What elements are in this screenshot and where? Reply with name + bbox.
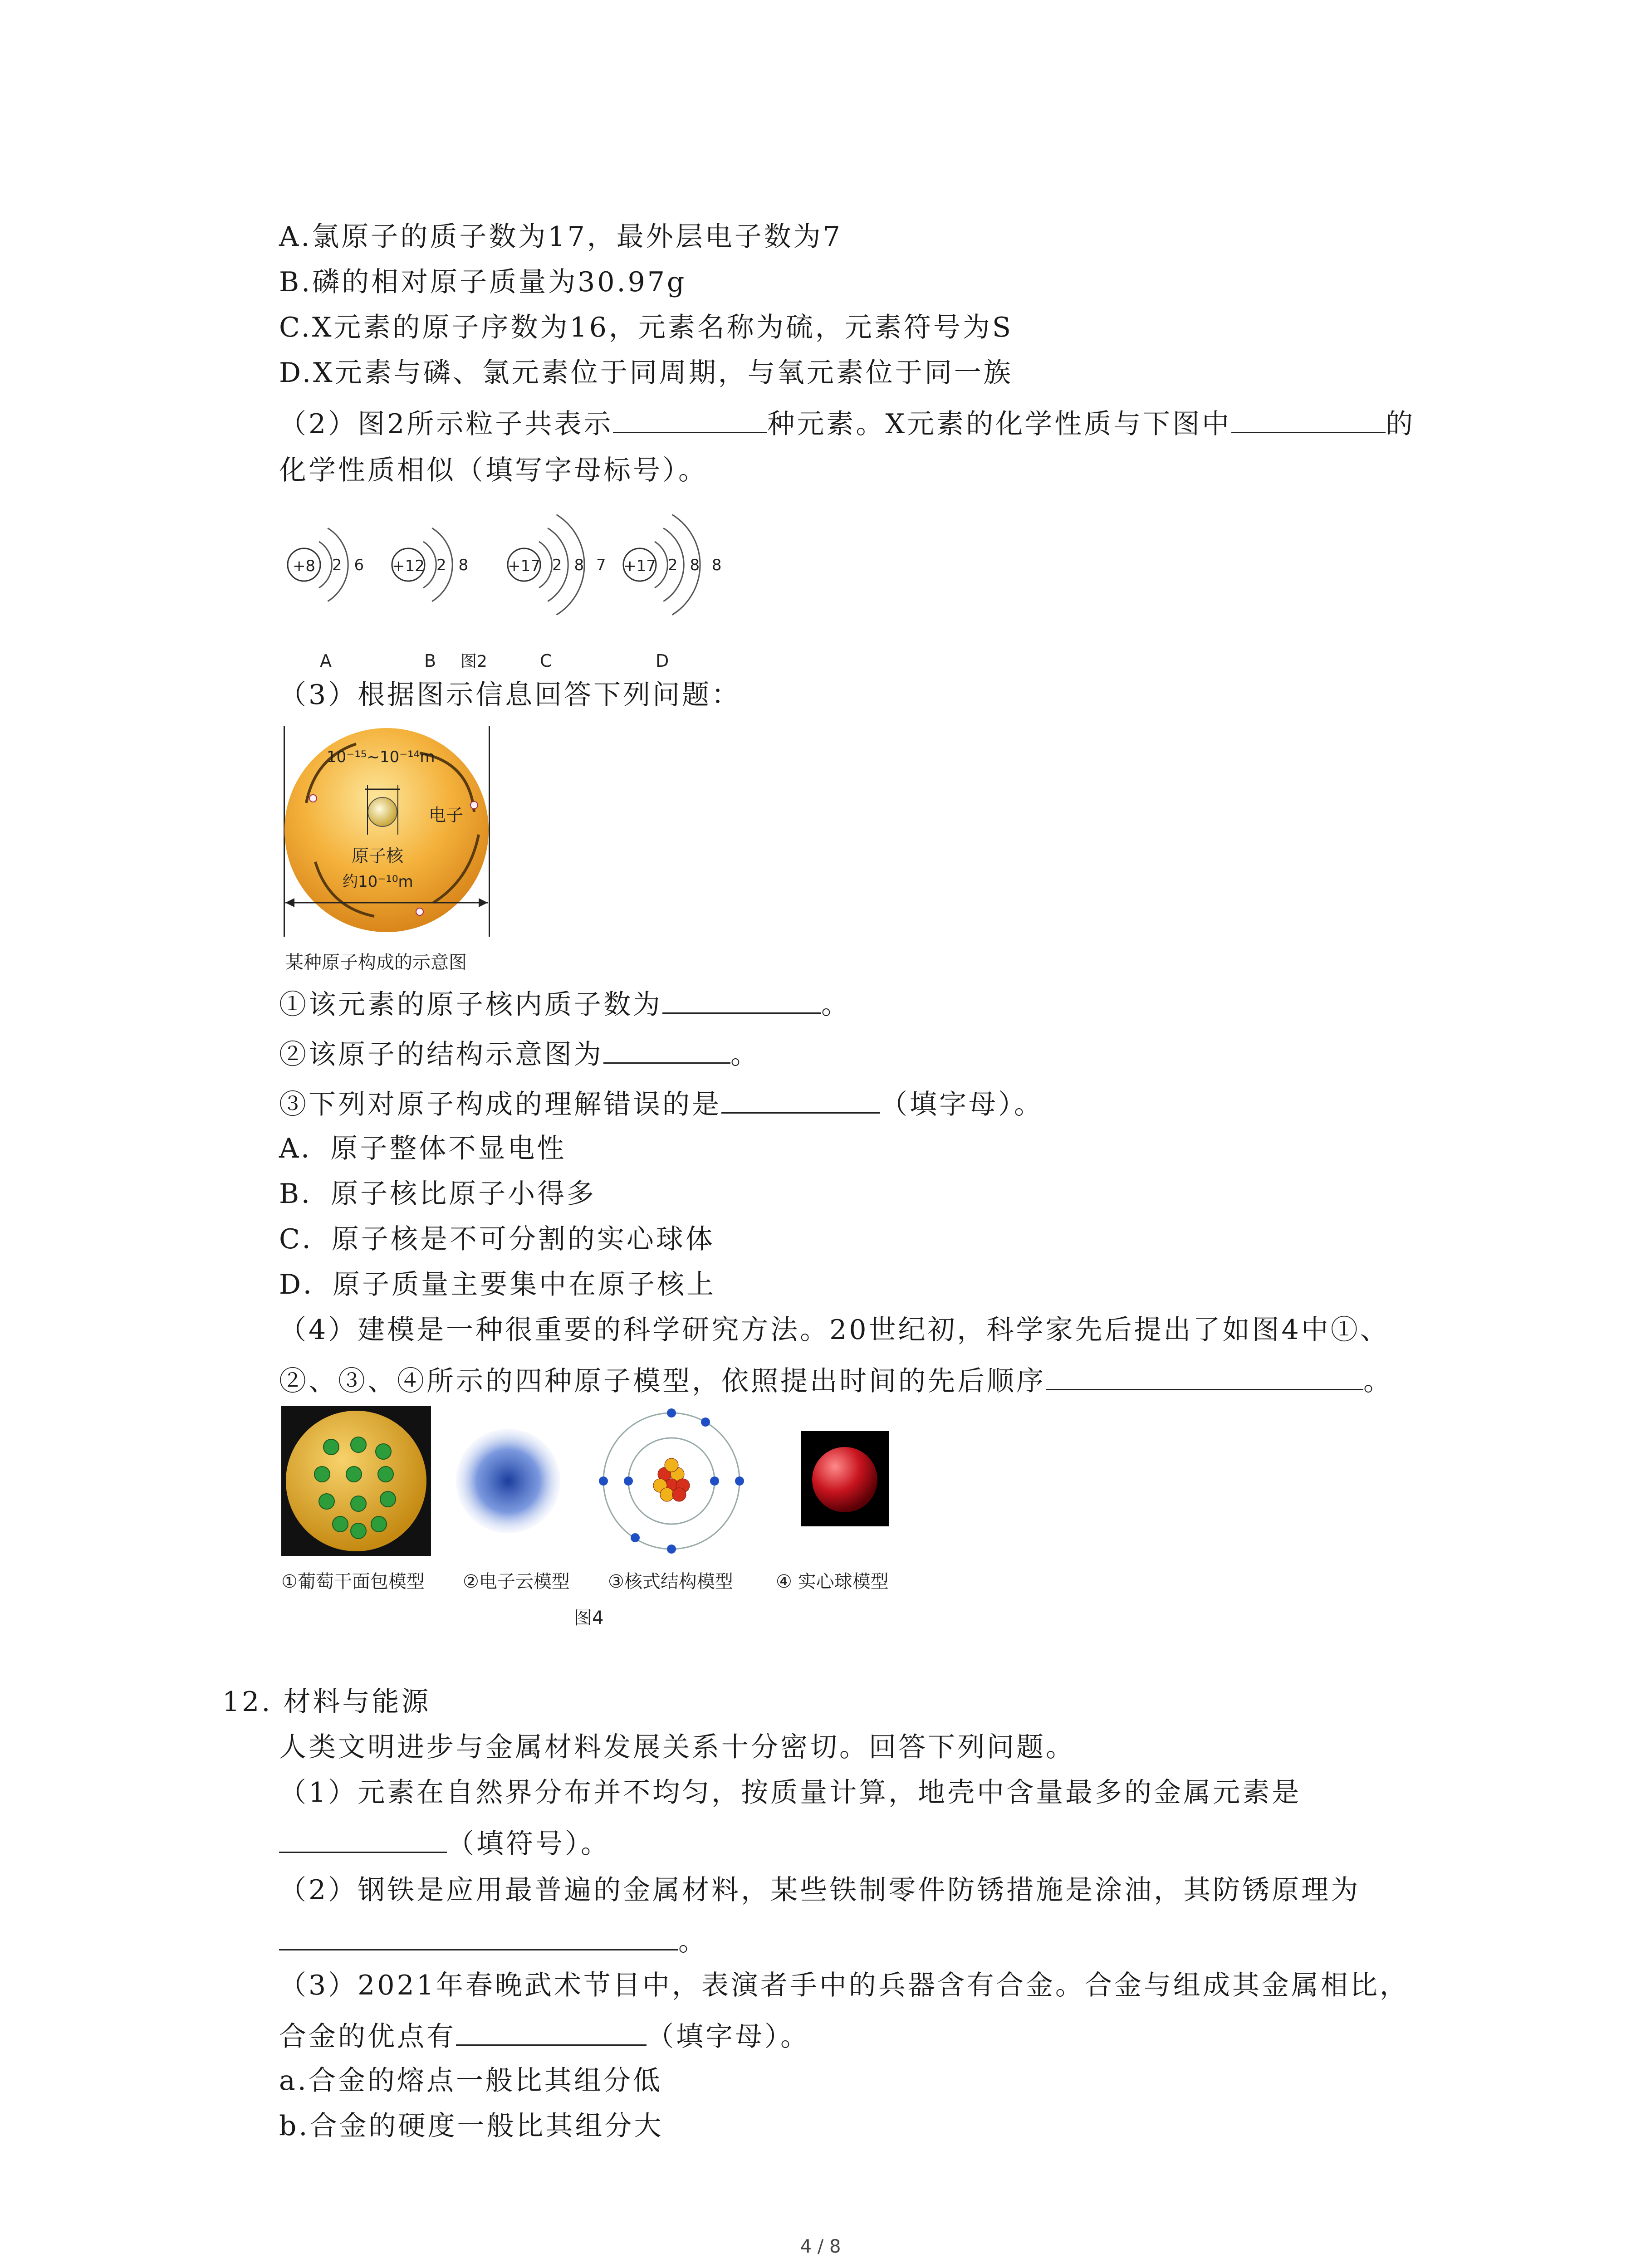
nuclear-model-nucleus <box>653 1458 690 1501</box>
q12-part2-line1: （2）钢铁是应用最普遍的金属材料，某些铁制零件防锈措施是涂油，其防锈原理为 <box>279 1874 1361 1906</box>
model-label-2: ②电子云模型 <box>463 1571 570 1592</box>
q2-text-3: 的 <box>1386 408 1416 440</box>
orbit-electron <box>710 1476 719 1486</box>
pudding-electron <box>333 1516 348 1532</box>
atom-top-label: 10⁻¹⁵~10⁻¹⁴m <box>327 748 435 766</box>
q12-option-b: b.合金的硬度一般比其组分大 <box>279 2110 664 2142</box>
atom-diagram-A <box>288 528 367 671</box>
q3-statement-1: ①该元素的原子核内质子数为 。 <box>279 984 851 1022</box>
atom-electron-label: 电子 <box>429 805 464 825</box>
q12-part1-line2: （填符号）。 <box>279 1823 610 1862</box>
pudding-electron <box>351 1496 366 1511</box>
q2-text-1: （2）图2所示粒子共表示 <box>279 408 613 440</box>
q12-part2-line2: 。 <box>279 1921 708 1959</box>
orbit-electron <box>631 1533 640 1542</box>
question-2-line1 <box>279 404 1415 442</box>
diagram-letter: D <box>656 651 669 671</box>
q3-option-c: C．原子核是不可分割的实心球体 <box>279 1223 715 1255</box>
orbit-electron <box>667 1545 676 1554</box>
atom-diagram-C <box>508 515 610 671</box>
q3-statement-3: ③下列对原子构成的理解错误的是 （填字母）。 <box>279 1084 1043 1122</box>
answer-blank-rust-principle[interactable] <box>279 1921 678 1950</box>
option-a: A.氯原子的质子数为17，最外层电子数为7 <box>279 221 843 253</box>
orbit-electron <box>624 1476 633 1486</box>
electron-dot-3 <box>416 908 423 915</box>
electron-cloud <box>456 1429 560 1533</box>
nucleon <box>672 1488 686 1501</box>
nucleus-charge: +17 <box>508 557 540 575</box>
diagram-letter: A <box>320 651 332 671</box>
electron-dot-2 <box>470 802 478 809</box>
electron-shell-counts: 2 8 7 <box>552 556 610 574</box>
answer-blank-alloy-advantage[interactable] <box>456 2016 647 2046</box>
atom-size-arrowhead-right <box>479 898 488 907</box>
pudding-electron <box>323 1439 339 1455</box>
atom-figure-frame-right <box>489 726 490 937</box>
pudding-electron <box>378 1466 393 1482</box>
solid-sphere <box>812 1447 877 1512</box>
atom-diagram-B <box>392 528 472 671</box>
question-2-line2: 化学性质相似（填写字母标号）。 <box>279 455 708 486</box>
nucleus-charge: +12 <box>392 557 425 575</box>
question-4-line1: （4）建模是一种很重要的科学研究方法。20世纪初，科学家先后提出了如图4中①、 <box>279 1314 1390 1346</box>
question-12-heading: 12. 材料与能源 <box>222 1686 431 1718</box>
option-b: B.磷的相对原子质量为30.97g <box>279 266 687 298</box>
question-4-line2: ②、③、④所示的四种原子模型，依照提出时间的先后顺序 。 <box>279 1361 1393 1399</box>
pudding-electron <box>351 1523 366 1539</box>
figure-4-atomic-models <box>272 1402 930 1628</box>
orbit-electron <box>667 1408 676 1418</box>
atom-diagram-D <box>623 515 725 671</box>
q12-option-a: a.合金的熔点一般比其组分低 <box>279 2065 662 2097</box>
pudding-electron <box>376 1444 391 1459</box>
orbit-electron <box>599 1476 608 1486</box>
figure-4-caption: 图4 <box>574 1608 604 1628</box>
answer-blank-q2-count[interactable] <box>613 404 767 433</box>
pudding-electron <box>319 1494 334 1509</box>
model-label-4: ④ 实心球模型 <box>776 1571 889 1592</box>
model-label-1: ①葡萄干面包模型 <box>281 1571 425 1592</box>
question-3-intro: （3）根据图示信息回答下列问题： <box>279 679 741 711</box>
electron-shell-counts: 2 8 8 <box>668 556 725 574</box>
diagram-letter: C <box>540 651 552 671</box>
q12-part3-line1: （3）2021年春晚武术节目中，表演者手中的兵器含有合金。合金与组成其金属相比， <box>279 1970 1409 2001</box>
q3-option-b: B．原子核比原子小得多 <box>279 1178 597 1210</box>
answer-blank-model-order[interactable] <box>1046 1361 1363 1390</box>
nucleon <box>665 1458 678 1472</box>
atom-structure-figure <box>279 726 515 980</box>
electron-shell-counts: 2 8 <box>436 556 472 574</box>
q3-option-d: D．原子质量主要集中在原子核上 <box>279 1269 716 1300</box>
answer-blank-structure[interactable] <box>603 1034 730 1064</box>
electron-shell-counts: 2 6 <box>332 556 368 574</box>
model-label-3: ③核式结构模型 <box>608 1571 733 1592</box>
atom-size-label: 约10⁻¹⁰m <box>343 873 413 891</box>
orbit-electron <box>735 1476 744 1486</box>
atom-nucleus-label: 原子核 <box>352 846 404 866</box>
orbit-electron <box>701 1418 710 1427</box>
q12-part1-line1: （1）元素在自然界分布并不均匀，按质量计算，地壳中含量最多的金属元素是 <box>279 1777 1302 1809</box>
nucleon <box>660 1488 674 1501</box>
q3-option-a: A．原子整体不显电性 <box>279 1133 567 1164</box>
pudding-electron <box>371 1516 387 1532</box>
q12-part3-line2: 合金的优点有 （填字母）。 <box>279 2016 810 2054</box>
option-d: D.X元素与磷、氯元素位于同周期，与氧元素位于同一族 <box>279 357 1013 389</box>
pudding-electron <box>380 1491 396 1507</box>
pudding-electron <box>314 1466 330 1482</box>
atom-size-arrowhead-left <box>285 898 294 907</box>
question-12-intro: 人类文明进步与金属材料发展关系十分密切。回答下列问题。 <box>279 1731 1075 1763</box>
electron-dot-1 <box>309 795 317 802</box>
answer-blank-metal-symbol[interactable] <box>279 1823 447 1853</box>
page-number: 4 / 8 <box>800 2236 841 2257</box>
q2-text-2: 种元素。X元素的化学性质与下图中 <box>767 408 1232 440</box>
option-c: C.X元素的原子序数为16，元素名称为硫，元素符号为S <box>279 312 1014 343</box>
q3-statement-2: ②该原子的结构示意图为 。 <box>279 1034 760 1072</box>
nucleus <box>368 797 397 826</box>
answer-blank-q2-letter[interactable] <box>1231 404 1386 433</box>
answer-blank-wrong-letter[interactable] <box>721 1084 880 1114</box>
pudding-electron <box>346 1466 362 1482</box>
answer-blank-proton-count[interactable] <box>662 984 821 1014</box>
nucleus-charge: +8 <box>292 557 316 575</box>
figure-2-caption: 图2 <box>460 652 487 671</box>
diagram-letter: B <box>424 651 436 671</box>
atom-figure-caption: 某种原子构成的示意图 <box>285 952 467 973</box>
nucleus-charge: +17 <box>623 557 656 575</box>
pudding-electron <box>351 1437 366 1452</box>
figure-2-atom-diagrams <box>272 494 726 676</box>
